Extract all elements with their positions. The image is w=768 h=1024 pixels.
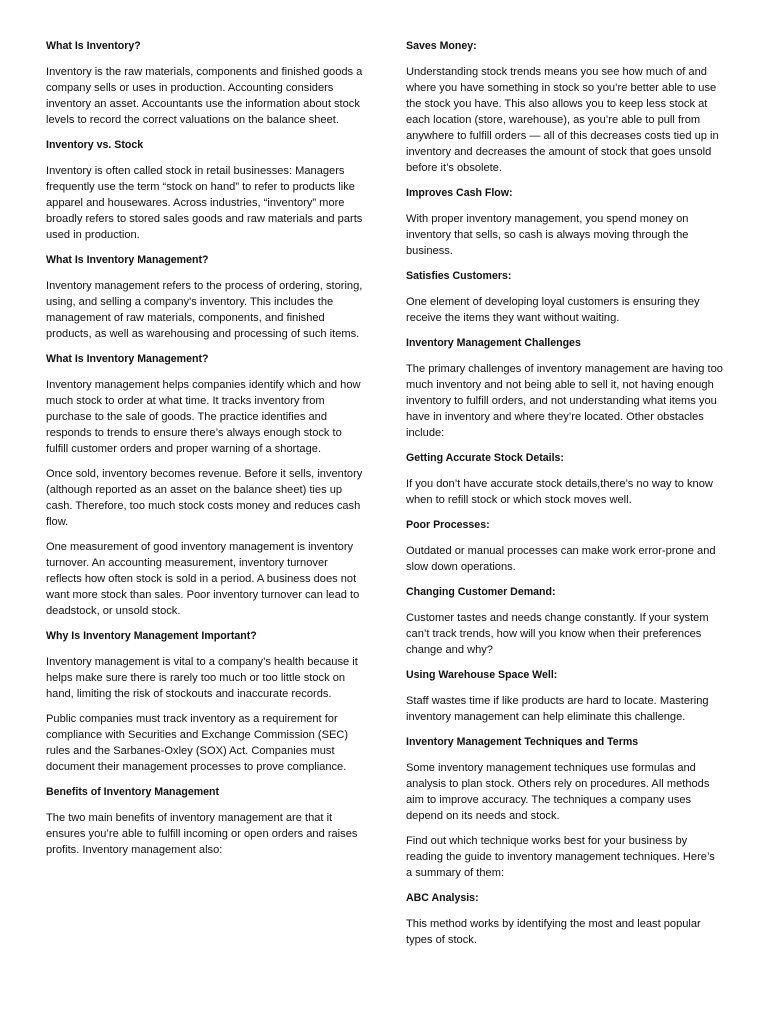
section-heading: Improves Cash Flow: [406, 187, 513, 199]
section-heading: Changing Customer Demand: [406, 586, 556, 598]
right-column [406, 38, 724, 957]
paragraph: Public companies must track inventory as a requirement for compliance with Securities and Exchange Commission (SEC) rules and the Sarbanes-Oxley (SOX) Act. Companies must document their management processes to prove compliance. [46, 713, 349, 773]
paragraph: If you don’t have accurate stock details,there’s no way to know when to refill stock or which stock moves well. [406, 478, 713, 506]
section-heading: Poor Processes: [406, 519, 490, 531]
paragraph: Outdated or manual processes can make work error-prone and slow down operations. [406, 545, 716, 573]
paragraph: Understanding stock trends means you see how much of and where you have something in stock so you’re better able to use the stock you have. This also allows you to keep less stock at each location (store, warehouse), as you’re able to pull from anywhere to fulfill orders — all of this decreases costs tied up in inventory and decreases the amount of stock that goes unsold before it’s obsolete. [406, 66, 719, 174]
left-column [46, 38, 364, 867]
section-heading: Inventory Management Challenges [406, 337, 581, 349]
section-heading: Inventory Management Techniques and Terms [406, 736, 639, 748]
paragraph: This method works by identifying the most and least popular types of stock. [406, 918, 701, 946]
paragraph: Inventory management refers to the process of ordering, storing, using, and selling a company's inventory. This includes the management of raw materials, components, and finished products, as well as warehousing and processing of such items. [46, 280, 363, 340]
paragraph: Once sold, inventory becomes revenue. Before it sells, inventory (although reported as an asset on the balance sheet) ties up cash. Therefore, too much stock costs money and reduces cash flow. [46, 468, 363, 528]
paragraph: One element of developing loyal customers is ensuring they receive the items they want without waiting. [406, 296, 700, 324]
section-heading: Benefits of Inventory Management [46, 786, 220, 798]
paragraph: Staff wastes time if like products are hard to locate. Mastering inventory management can help eliminate this challenge. [406, 695, 709, 723]
section-heading: Getting Accurate Stock Details: [406, 452, 564, 464]
paragraph: Inventory management is vital to a company’s health because it helps make sure there is rarely too much or too little stock on hand, limiting the risk of stockouts and inaccurate records. [46, 656, 358, 700]
section-heading: What Is Inventory? [46, 40, 141, 52]
section-heading: Saves Money: [406, 40, 477, 52]
section-heading: Inventory vs. Stock [46, 139, 144, 151]
section-heading: Using Warehouse Space Well: [406, 669, 558, 681]
section-heading: ABC Analysis: [406, 892, 479, 904]
paragraph: The primary challenges of inventory management are having too much inventory and not being able to sell it, not having enough inventory to fulfill orders, and not understanding what items you have in inventory and where they’re located. Other obstacles include: [406, 363, 723, 439]
paragraph: Some inventory management techniques use formulas and analysis to plan stock. Others rely on procedures. All methods aim to improve accuracy. The techniques a company uses depend on its needs and stock. [406, 762, 710, 822]
paragraph: Inventory is the raw materials, components and finished goods a company sells or uses in production. Accounting considers inventory an asset. Accountants use the information about stock levels to record the correct valuations on the balance sheet. [46, 66, 363, 126]
section-heading: What Is Inventory Management? [46, 353, 209, 365]
section-heading: Satisfies Customers: [406, 270, 512, 282]
section-heading: Why Is Inventory Management Important? [46, 630, 257, 642]
paragraph: Customer tastes and needs change constantly. If your system can’t track trends, how will you know when their preferences change and why? [406, 612, 709, 656]
paragraph: One measurement of good inventory management is inventory turnover. An accounting measurement, inventory turnover reflects how often stock is sold in a period. A business does not want more stock than sales. Poor inventory turnover can lead to deadstock, or unsold stock. [46, 541, 360, 617]
paragraph: Inventory is often called stock in retail businesses: Managers frequently use the term “stock on hand” to refer to products like apparel and housewares. Across industries, “inventory” more broadly refers to stored sales goods and raw materials and parts used in production. [46, 165, 363, 241]
paragraph: Find out which technique works best for your business by reading the guide to inventory management techniques. Here’s a summary of them: [406, 835, 715, 879]
paragraph: Inventory management helps companies identify which and how much stock to order at what time. It tracks inventory from purchase to the sale of goods. The practice identifies and responds to trends to ensure there’s always enough stock to fulfill customer orders and proper warning of a shortage. [46, 379, 361, 455]
paragraph: The two main benefits of inventory management are that it ensures you’re able to fulfill incoming or open orders and raises profits. Inventory management also: [46, 812, 358, 856]
section-heading: What Is Inventory Management? [46, 254, 209, 266]
paragraph: With proper inventory management, you spend money on inventory that sells, so cash is always moving through the business. [406, 213, 689, 257]
